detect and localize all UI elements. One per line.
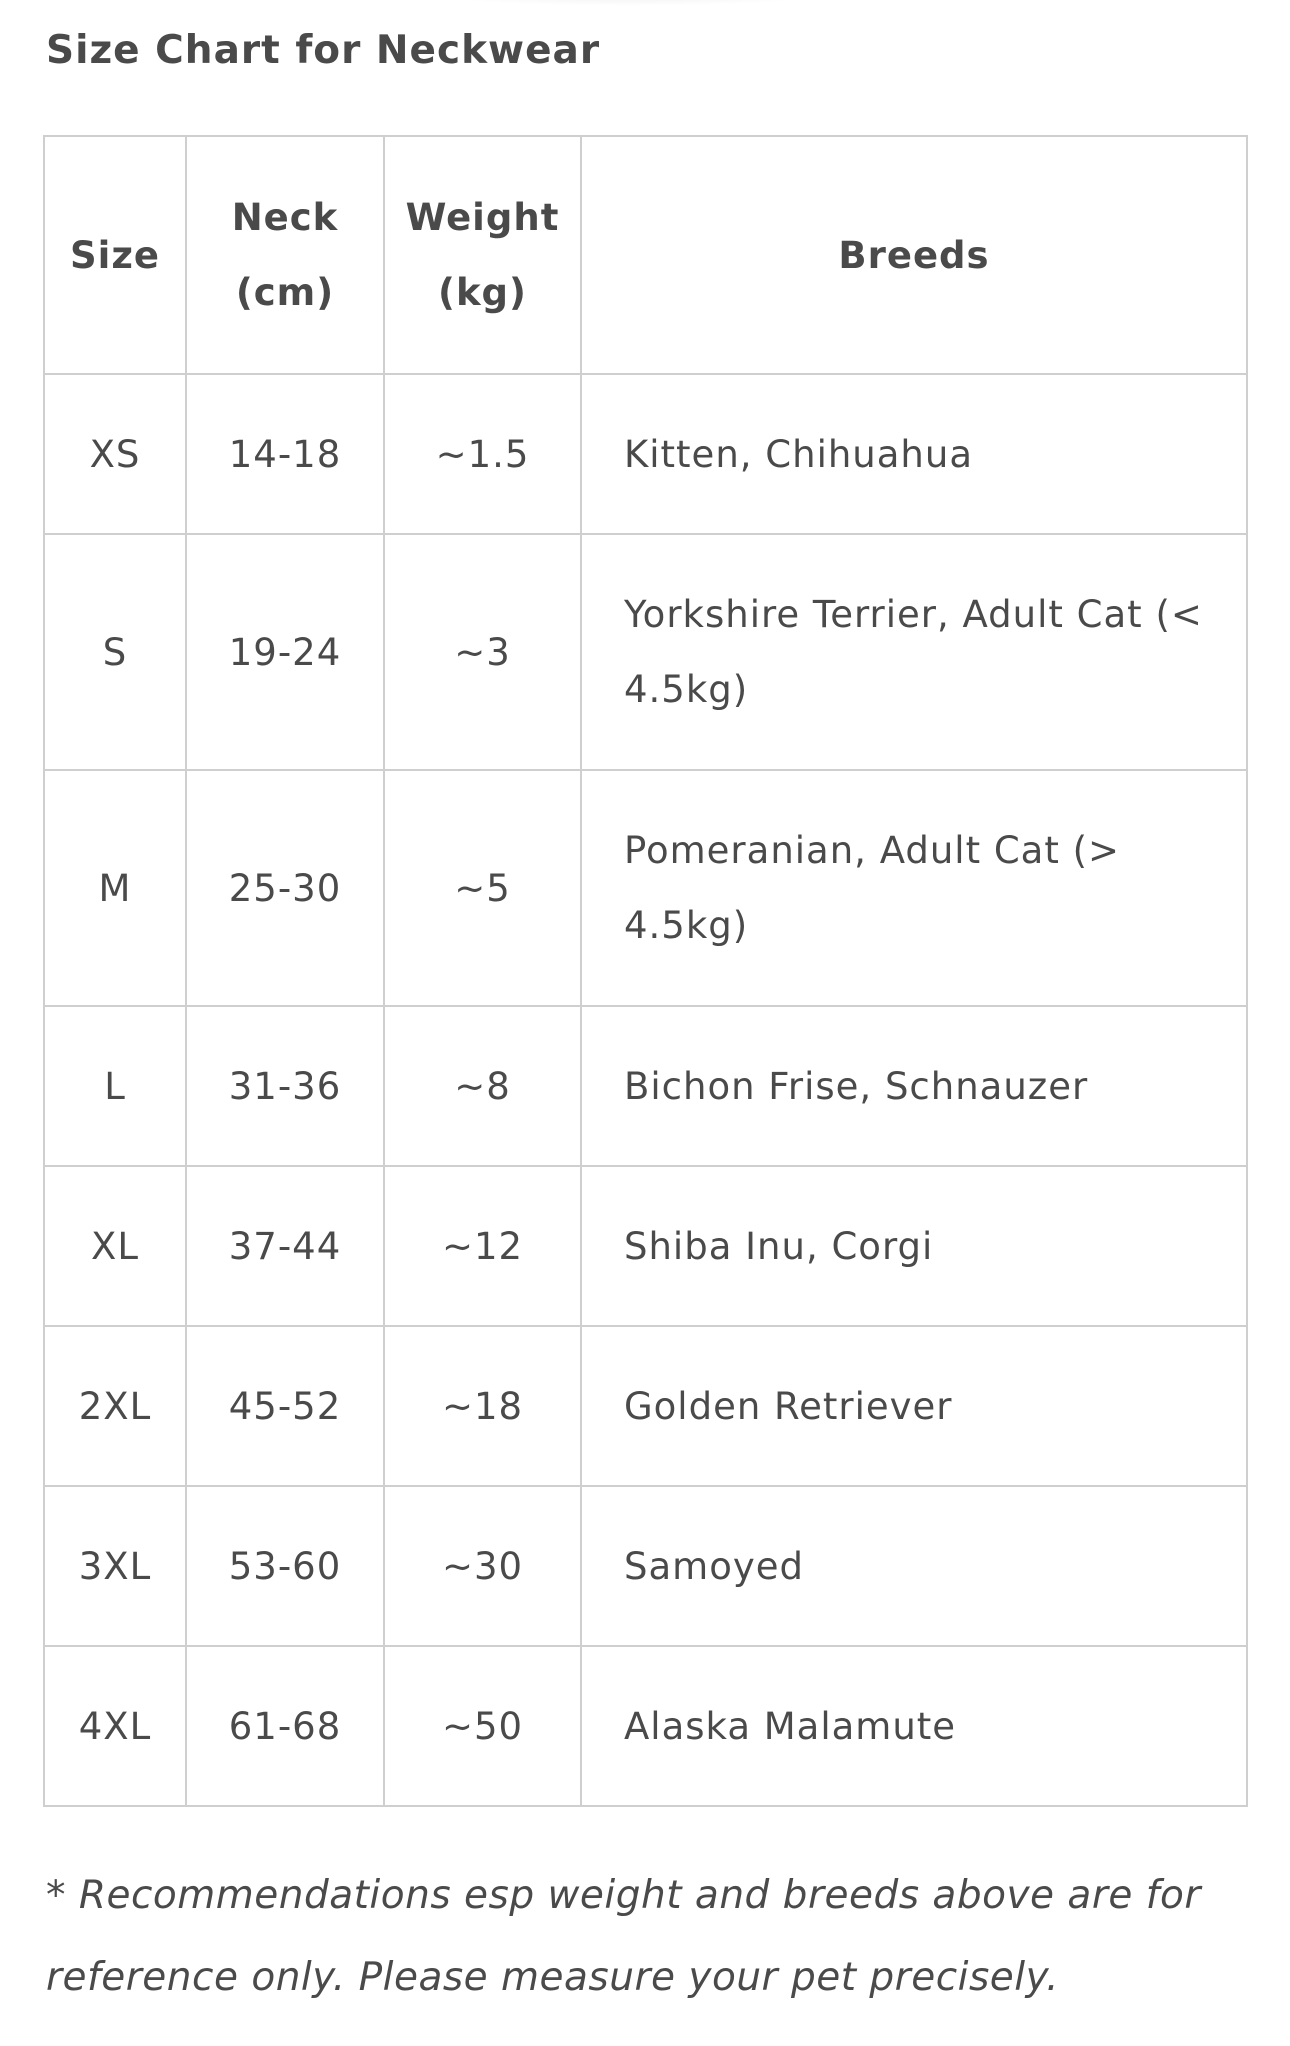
cell-weight: ~30 (384, 1486, 581, 1646)
table-row (44, 1646, 1247, 1806)
cell-neck: 53-60 (186, 1486, 384, 1646)
cell-size: M (44, 770, 186, 1006)
page-title: Size Chart for Neckwear (46, 28, 601, 73)
cell-breeds: Yorkshire Terrier, Adult Cat (< 4.5kg) (581, 534, 1247, 770)
table-row (44, 770, 1247, 1006)
cell-weight: ~50 (384, 1646, 581, 1806)
top-shadow (420, 0, 840, 6)
cell-weight: ~12 (384, 1166, 581, 1326)
cell-breeds: Samoyed (581, 1486, 1247, 1646)
cell-breeds: Kitten, Chihuahua (581, 374, 1247, 534)
table-header-row (44, 136, 1247, 374)
cell-neck: 25-30 (186, 770, 384, 1006)
cell-size: 4XL (44, 1646, 186, 1806)
cell-size: 2XL (44, 1326, 186, 1486)
cell-weight: ~1.5 (384, 374, 581, 534)
table-row (44, 1486, 1247, 1646)
cell-neck: 37-44 (186, 1166, 384, 1326)
cell-weight: ~18 (384, 1326, 581, 1486)
table-row (44, 1166, 1247, 1326)
cell-weight: ~8 (384, 1006, 581, 1166)
header-size: Size (44, 136, 186, 374)
cell-neck: 31-36 (186, 1006, 384, 1166)
cell-breeds: Alaska Malamute (581, 1646, 1247, 1806)
cell-neck: 61-68 (186, 1646, 384, 1806)
cell-weight: ~3 (384, 534, 581, 770)
header-weight: Weight (kg) (384, 136, 581, 374)
cell-neck: 45-52 (186, 1326, 384, 1486)
cell-size: 3XL (44, 1486, 186, 1646)
table-row (44, 374, 1247, 534)
header-breeds: Breeds (581, 136, 1247, 374)
cell-weight: ~5 (384, 770, 581, 1006)
cell-size: L (44, 1006, 186, 1166)
cell-size: S (44, 534, 186, 770)
table-row (44, 534, 1247, 770)
header-neck: Neck (cm) (186, 136, 384, 374)
cell-breeds: Pomeranian, Adult Cat (> 4.5kg) (581, 770, 1247, 1006)
cell-size: XL (44, 1166, 186, 1326)
cell-neck: 14-18 (186, 374, 384, 534)
cell-breeds: Golden Retriever (581, 1326, 1247, 1486)
cell-size: XS (44, 374, 186, 534)
table-row (44, 1006, 1247, 1166)
size-chart-table (43, 135, 1248, 1807)
cell-neck: 19-24 (186, 534, 384, 770)
cell-breeds: Shiba Inu, Corgi (581, 1166, 1247, 1326)
footnote: * Recommendations esp weight and breeds above are for reference only. Please measure your pet precisely. (46, 1873, 1201, 2000)
cell-breeds: Bichon Frise, Schnauzer (581, 1006, 1247, 1166)
table-row (44, 1326, 1247, 1486)
